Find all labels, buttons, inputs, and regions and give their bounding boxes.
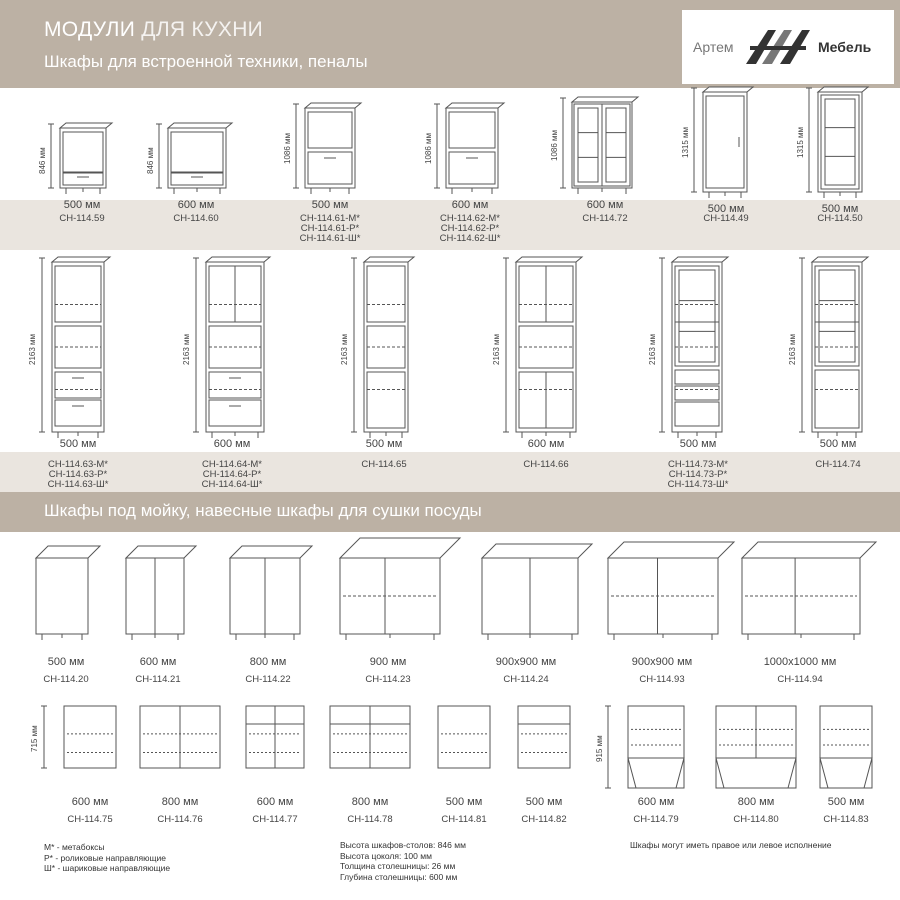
width-label: 500 мм bbox=[445, 796, 483, 808]
article-code: СН-114.64-Р* bbox=[202, 469, 262, 480]
height-label: 2163 мм bbox=[648, 333, 657, 365]
hood-frame bbox=[628, 758, 684, 788]
height-label: 2163 мм bbox=[182, 333, 191, 365]
article-code: СН-114.64-Ш* bbox=[201, 479, 263, 490]
cabinet-top bbox=[672, 257, 728, 262]
glass-panel bbox=[825, 99, 855, 185]
oven-niche bbox=[63, 132, 103, 172]
article-code: СН-114.61-Ш* bbox=[299, 233, 361, 244]
article-code: СН-114.94 bbox=[777, 674, 823, 685]
wall-cabinet-body bbox=[438, 706, 490, 768]
drawer-front bbox=[209, 400, 261, 426]
height-label: 1086 мм bbox=[283, 132, 292, 164]
width-label: 600 мм bbox=[637, 796, 675, 808]
drawer-front bbox=[449, 152, 495, 184]
cabinet-top bbox=[516, 257, 582, 262]
cabinet-top bbox=[364, 257, 414, 262]
drawer-front bbox=[63, 173, 103, 185]
article-code: СН-114.24 bbox=[503, 674, 549, 685]
article-code: СН-114.80 bbox=[733, 814, 779, 825]
drawer-front bbox=[308, 152, 352, 184]
drawer-front bbox=[675, 386, 719, 400]
width-label: 600 мм bbox=[71, 796, 109, 808]
page-title: МОДУЛИ ДЛЯ КУХНИ bbox=[44, 18, 264, 41]
wall-cabinet-body bbox=[64, 706, 116, 768]
cabinet-top bbox=[446, 103, 504, 108]
article-code: СН-114.22 bbox=[245, 674, 291, 685]
height-label: 2163 мм bbox=[340, 333, 349, 365]
cabinet-body bbox=[60, 128, 106, 188]
article-code: СН-114.63-Р* bbox=[48, 469, 108, 480]
article-code: СН-114.61-Р* bbox=[300, 223, 360, 234]
glass-door bbox=[815, 266, 859, 366]
tall-cabinet-body bbox=[364, 262, 408, 432]
drawer-front bbox=[675, 370, 719, 384]
width-label: 500 мм bbox=[47, 656, 85, 668]
article-code: СН-114.83 bbox=[823, 814, 869, 825]
article-code: СН-114.78 bbox=[347, 814, 393, 825]
upper-door bbox=[55, 266, 101, 322]
width-label: 800 мм bbox=[737, 796, 775, 808]
article-code: СН-114.73-Р* bbox=[668, 469, 728, 480]
article-code: СН-114.76 bbox=[157, 814, 203, 825]
drawer-front bbox=[209, 372, 261, 398]
width-label: 600 мм bbox=[586, 199, 624, 211]
article-code: СН-114.59 bbox=[59, 213, 105, 224]
lower-door bbox=[815, 370, 859, 428]
height-label: 1086 мм bbox=[424, 132, 433, 164]
article-code: СН-114.50 bbox=[817, 213, 863, 224]
drawer-front bbox=[55, 372, 101, 398]
width-label: 500 мм bbox=[525, 796, 563, 808]
article-code: СН-114.79 bbox=[633, 814, 679, 825]
width-label: 600 мм bbox=[139, 656, 177, 668]
sink-top bbox=[230, 546, 312, 558]
width-label: 500 мм bbox=[365, 438, 403, 450]
height-label: 1315 мм bbox=[681, 126, 690, 158]
glass-panel bbox=[606, 108, 626, 182]
sink-top bbox=[742, 542, 876, 558]
article-code: СН-114.74 bbox=[815, 459, 861, 470]
oven-niche bbox=[308, 112, 352, 148]
height-label: 1086 мм bbox=[550, 129, 559, 161]
article-code: СН-114.60 bbox=[173, 213, 219, 224]
width-label: 900 мм bbox=[369, 656, 407, 668]
cabinet-top bbox=[812, 257, 868, 262]
cabinet-top bbox=[305, 103, 361, 108]
article-code: СН-114.63-Ш* bbox=[47, 479, 109, 490]
height-label: 846 мм bbox=[146, 147, 155, 174]
upper-door bbox=[815, 266, 859, 322]
height-label-wall: 715 мм bbox=[30, 725, 39, 752]
article-code: СН-114.66 bbox=[523, 459, 569, 470]
section-title-sink: Шкафы под мойку, навесные шкафы для сушки посуды bbox=[44, 501, 482, 520]
article-code: СН-114.75 bbox=[67, 814, 113, 825]
wall-cabinet-body bbox=[628, 706, 684, 788]
drawer-front bbox=[171, 173, 223, 185]
width-label: 600 мм bbox=[527, 438, 565, 450]
hood-frame bbox=[820, 758, 872, 788]
oven-niche bbox=[171, 132, 223, 172]
glass-panel bbox=[578, 108, 598, 182]
width-label: 500 мм bbox=[821, 203, 859, 215]
height-label: 1315 мм bbox=[796, 126, 805, 158]
height-label-wall-tall: 915 мм bbox=[595, 735, 604, 762]
upper-door bbox=[675, 266, 719, 322]
section-title-appliance: Шкафы для встроенной техники, пеналы bbox=[44, 52, 368, 71]
width-label: 500 мм bbox=[59, 438, 97, 450]
notes-orientation: Шкафы могут иметь правое или левое исполнение bbox=[630, 840, 832, 850]
width-label: 800 мм bbox=[161, 796, 199, 808]
brand-logo: Артем Мебель bbox=[682, 10, 894, 84]
width-label: 500 мм bbox=[707, 203, 745, 215]
lower-door bbox=[367, 372, 405, 428]
article-code: СН-114.65 bbox=[361, 459, 407, 470]
height-label: 2163 мм bbox=[28, 333, 37, 365]
sink-top bbox=[126, 546, 196, 558]
article-code: СН-114.82 bbox=[521, 814, 567, 825]
article-code: СН-114.62-Ш* bbox=[439, 233, 501, 244]
width-label: 600 мм bbox=[256, 796, 294, 808]
glass-panel bbox=[819, 270, 855, 362]
cabinet-top bbox=[168, 123, 232, 128]
drawer-front bbox=[55, 400, 101, 426]
article-code: СН-114.77 bbox=[252, 814, 298, 825]
cabinet-top bbox=[52, 257, 110, 262]
width-label: 500 мм bbox=[679, 438, 717, 450]
cabinet-top bbox=[703, 87, 753, 92]
width-label: 500 мм bbox=[63, 199, 101, 211]
height-label: 2163 мм bbox=[788, 333, 797, 365]
cabinet-body bbox=[703, 92, 747, 192]
article-code: СН-114.73-М* bbox=[667, 459, 729, 470]
article-code: СН-114.72 bbox=[582, 213, 628, 224]
width-label: 900х900 мм bbox=[631, 656, 693, 668]
sink-top bbox=[340, 538, 460, 558]
drawer-front bbox=[675, 402, 719, 426]
width-label: 800 мм bbox=[351, 796, 389, 808]
wall-cabinet-body bbox=[518, 706, 570, 768]
article-code: СН-114.62-М* bbox=[439, 213, 501, 224]
article-code: СН-114.64-М* bbox=[201, 459, 263, 470]
width-label: 600 мм bbox=[177, 199, 215, 211]
wall-cabinet-body bbox=[820, 706, 872, 788]
cabinet-body bbox=[168, 128, 226, 188]
article-code: СН-114.93 bbox=[639, 674, 685, 685]
notes-dimensions: Высота шкафов-столов: 846 мм Высота цоколя: 100 мм Толщина столешницы: 26 мм Глубина столешницы: 600 мм bbox=[340, 840, 466, 882]
oven-niche bbox=[449, 112, 495, 148]
height-label: 2163 мм bbox=[492, 333, 501, 365]
cabinet-top bbox=[572, 97, 638, 102]
sink-top bbox=[608, 542, 734, 558]
width-label: 1000х1000 мм bbox=[763, 656, 837, 668]
glass-door bbox=[821, 95, 859, 189]
sink-cabinet-body bbox=[36, 558, 88, 634]
article-code: СН-114.21 bbox=[135, 674, 181, 685]
width-label: 800 мм bbox=[249, 656, 287, 668]
article-code: СН-114.81 bbox=[441, 814, 487, 825]
width-label: 500 мм bbox=[311, 199, 349, 211]
cabinet-top bbox=[818, 87, 868, 92]
article-code: СН-114.61-М* bbox=[299, 213, 361, 224]
article-code: СН-114.23 bbox=[365, 674, 411, 685]
hood-frame bbox=[716, 758, 796, 788]
width-label: 600 мм bbox=[451, 199, 489, 211]
sink-top bbox=[36, 546, 100, 558]
cabinet-top bbox=[60, 123, 112, 128]
width-label: 500 мм bbox=[819, 438, 857, 450]
width-label: 600 мм bbox=[213, 438, 251, 450]
glass-panel bbox=[679, 270, 715, 362]
article-code: СН-114.63-М* bbox=[47, 459, 109, 470]
door-front bbox=[706, 96, 744, 188]
sink-top bbox=[482, 544, 592, 558]
notes-legend: М* - метабоксы Р* - роликовые направляющие Ш* - шариковые направляющие bbox=[44, 842, 171, 873]
width-label: 900х900 мм bbox=[495, 656, 557, 668]
upper-door bbox=[367, 266, 405, 322]
width-label: 500 мм bbox=[827, 796, 865, 808]
article-code: СН-114.49 bbox=[703, 213, 749, 224]
article-code: СН-114.20 bbox=[43, 674, 89, 685]
article-code: СН-114.62-Р* bbox=[440, 223, 500, 234]
glass-door bbox=[675, 266, 719, 366]
cabinet-top bbox=[206, 257, 270, 262]
height-label: 846 мм bbox=[38, 147, 47, 174]
article-code: СН-114.73-Ш* bbox=[667, 479, 729, 490]
